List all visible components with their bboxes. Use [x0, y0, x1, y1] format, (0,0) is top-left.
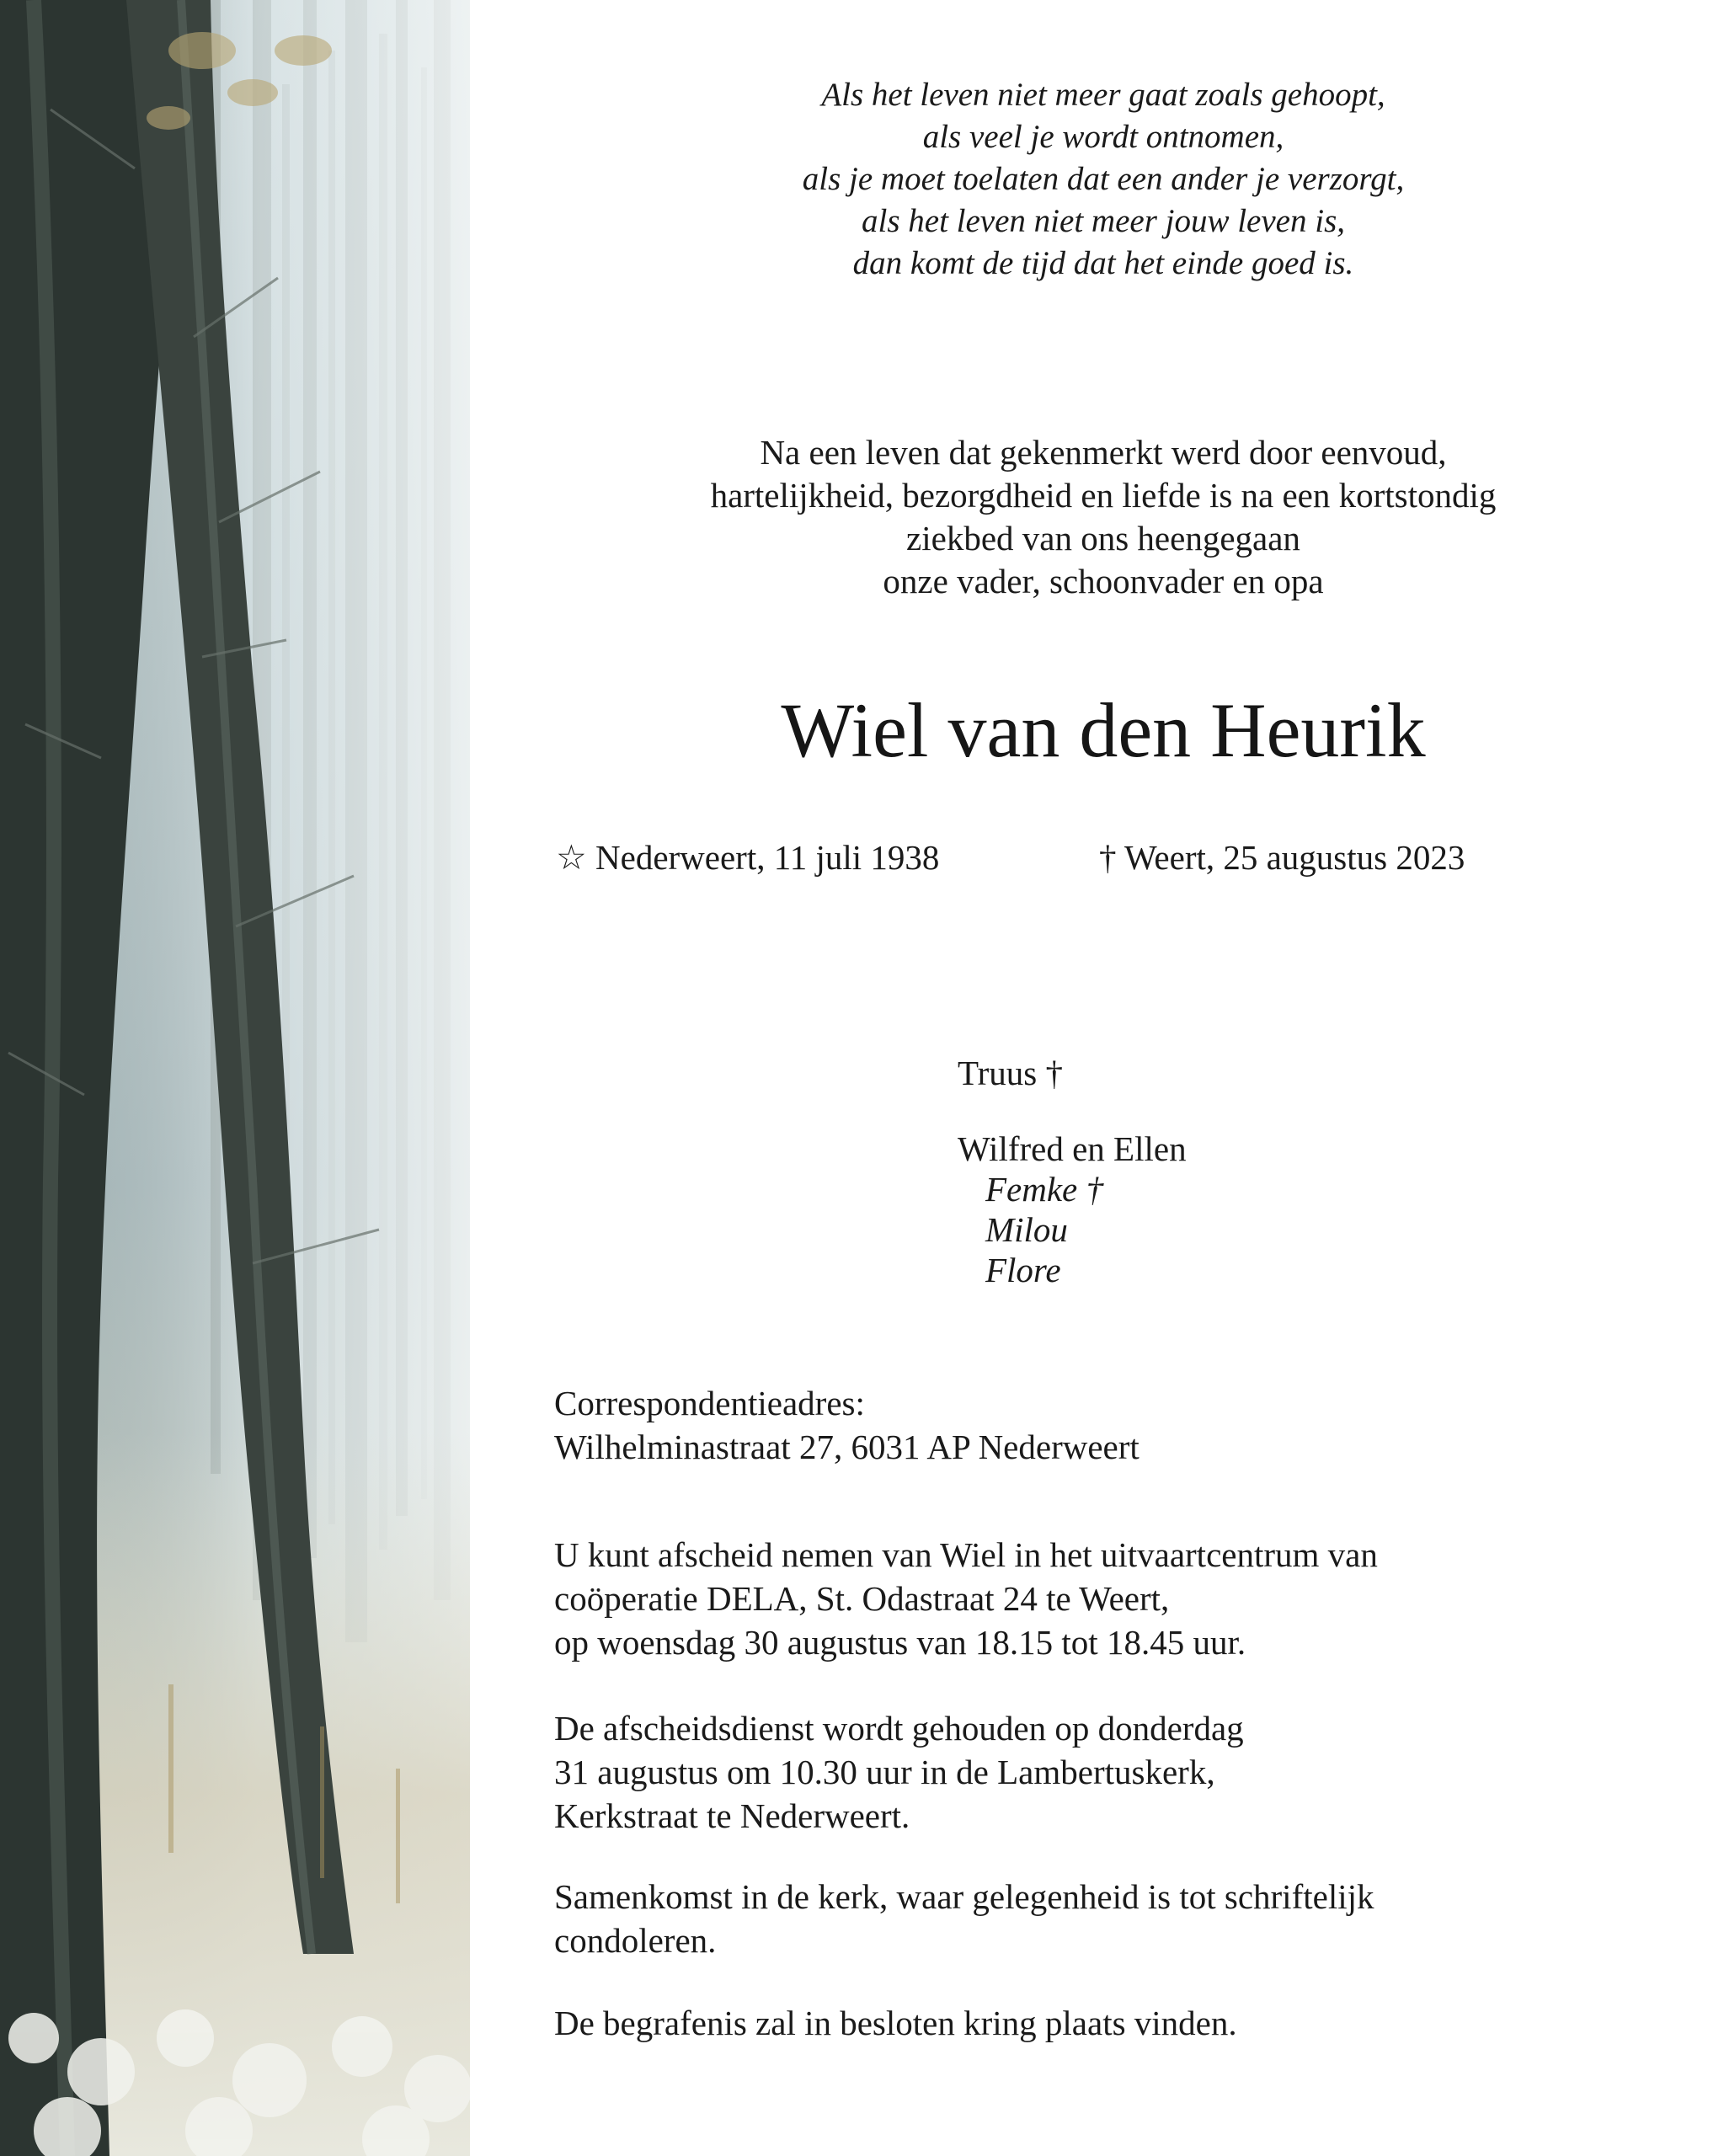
- correspondence-label: Correspondentieadres:: [554, 1384, 865, 1422]
- poem-line: als het leven niet meer jouw leven is,: [862, 203, 1345, 239]
- grandchild: Flore: [985, 1251, 1061, 1289]
- paragraph-line: De afscheidsdienst wordt gehouden op donderdag: [554, 1709, 1244, 1748]
- paragraph-line: condoleren.: [554, 1921, 717, 1960]
- farewell-paragraph: [554, 1533, 1674, 1664]
- family-list: [958, 1053, 1187, 1290]
- intro-line: hartelijkheid, bezorgdheid en liefde is na een kortstondig: [710, 476, 1497, 515]
- deceased-name: Wiel van den Heurik: [781, 687, 1426, 773]
- grandchild: Femke †: [985, 1170, 1103, 1209]
- service-paragraph: [554, 1706, 1674, 1838]
- paragraph-line: 31 augustus om 10.30 uur in de Lambertuskerk,: [554, 1753, 1215, 1791]
- poem: [556, 74, 1651, 285]
- paragraph-line: U kunt afscheid nemen van Wiel in het uitvaartcentrum van: [554, 1535, 1378, 1574]
- intro-text: [556, 431, 1651, 603]
- burial-paragraph: [554, 2001, 1674, 2045]
- intro-line: Na een leven dat gekenmerkt werd door eenvoud,: [760, 433, 1447, 472]
- forest-photo: [0, 0, 470, 2156]
- intro-line: onze vader, schoonvader en opa: [883, 562, 1324, 600]
- paragraph-line: Samenkomst in de kerk, waar gelegenheid is tot schriftelijk: [554, 1877, 1374, 1916]
- paragraph-line: Kerkstraat te Nederweert.: [554, 1796, 910, 1835]
- poem-line: als veel je wordt ontnomen,: [922, 119, 1284, 155]
- paragraph-line: op woensdag 30 augustus van 18.15 tot 18.45 uur.: [554, 1623, 1246, 1662]
- children: Wilfred en Ellen: [958, 1129, 1187, 1168]
- paragraph-line: De begrafenis zal in besloten kring plaats vinden.: [554, 2004, 1237, 2042]
- spouse: Truus †: [958, 1054, 1063, 1092]
- poem-line: Als het leven niet meer gaat zoals gehoopt,: [821, 77, 1385, 113]
- gathering-paragraph: [554, 1875, 1674, 1962]
- death-date: † Weert, 25 augustus 2023: [1099, 838, 1465, 877]
- paragraph-line: coöperatie DELA, St. Odastraat 24 te Weert,: [554, 1579, 1170, 1618]
- grandchild: Milou: [985, 1210, 1068, 1249]
- correspondence-address: [554, 1381, 1674, 1469]
- birth-date: ☆ Nederweert, 11 juli 1938: [556, 838, 940, 877]
- address-line: Wilhelminastraat 27, 6031 AP Nederweert: [554, 1428, 1140, 1466]
- poem-line: als je moet toelaten dat een ander je verzorgt,: [802, 161, 1405, 197]
- intro-line: ziekbed van ons heengegaan: [906, 519, 1300, 558]
- poem-line: dan komt de tijd dat het einde goed is.: [852, 245, 1354, 281]
